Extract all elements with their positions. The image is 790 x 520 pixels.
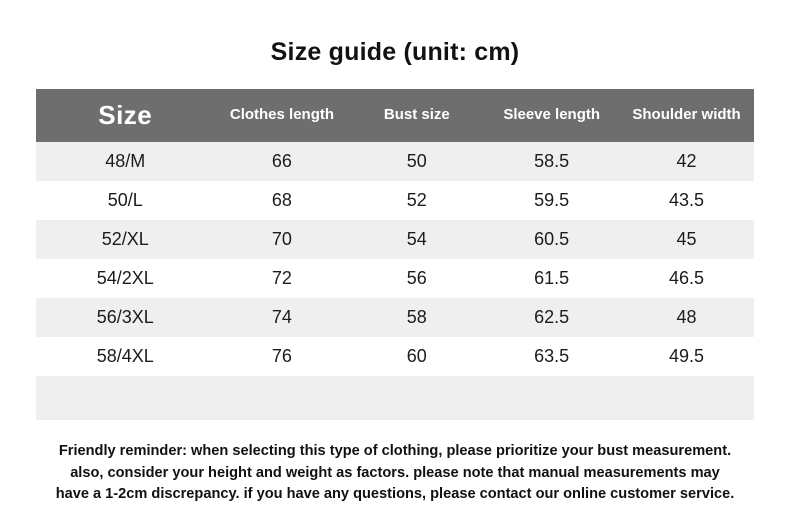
cell-shoulder-width: 45: [619, 220, 754, 259]
page-title: Size guide (unit: cm): [270, 38, 520, 66]
cell-clothes-length: 68: [215, 181, 350, 220]
cell-sleeve-length: 58.5: [484, 142, 619, 181]
cell-shoulder-width: 42: [619, 142, 754, 181]
cell-bust-size: 56: [349, 259, 484, 298]
table-row: [36, 181, 754, 220]
column-header-shoulder-width: Shoulder width: [619, 89, 754, 142]
cell-shoulder-width: 48: [619, 298, 754, 337]
table-row: [36, 298, 754, 337]
cell-clothes-length: 74: [215, 298, 350, 337]
cell-shoulder-width: 46.5: [619, 259, 754, 298]
cell-size: 48/M: [36, 142, 215, 181]
column-header-clothes-length: Clothes length: [215, 89, 350, 142]
cell-size: 50/L: [36, 181, 215, 220]
cell-bust-size: 52: [349, 181, 484, 220]
friendly-reminder-note: [0, 441, 790, 506]
cell-clothes-length: 66: [215, 142, 350, 181]
cell-bust-size: 58: [349, 298, 484, 337]
cell-bust-size: 60: [349, 337, 484, 376]
filler-cell: [619, 376, 754, 420]
cell-clothes-length: 76: [215, 337, 350, 376]
cell-clothes-length: 70: [215, 220, 350, 259]
table-row: [36, 259, 754, 298]
cell-size: 56/3XL: [36, 298, 215, 337]
table-row-filler: [36, 376, 754, 420]
filler-cell: [215, 376, 350, 420]
filler-cell: [484, 376, 619, 420]
table-row: [36, 220, 754, 259]
cell-clothes-length: 72: [215, 259, 350, 298]
table-header-row: [36, 89, 754, 142]
cell-sleeve-length: 59.5: [484, 181, 619, 220]
cell-sleeve-length: 62.5: [484, 298, 619, 337]
column-header-sleeve-length: Sleeve length: [484, 89, 619, 142]
cell-sleeve-length: 61.5: [484, 259, 619, 298]
note-line-2: also, consider your height and weight as factors. please note that manual measurements may: [70, 464, 720, 481]
table-row: [36, 337, 754, 376]
column-header-bust-size: Bust size: [349, 89, 484, 142]
table-header: [36, 89, 754, 142]
cell-size: 52/XL: [36, 220, 215, 259]
cell-bust-size: 54: [349, 220, 484, 259]
cell-size: 58/4XL: [36, 337, 215, 376]
note-line-3: have a 1-2cm discrepancy. if you have any questions, please contact our online customer service.: [55, 486, 735, 503]
cell-sleeve-length: 63.5: [484, 337, 619, 376]
cell-shoulder-width: 49.5: [619, 337, 754, 376]
table-body: [36, 142, 754, 420]
cell-bust-size: 50: [349, 142, 484, 181]
filler-cell: [349, 376, 484, 420]
filler-cell: [36, 376, 215, 420]
size-table-container: [0, 89, 790, 420]
note-line-1: Friendly reminder: when selecting this type of clothing, please prioritize your bust measurement.: [58, 443, 732, 460]
cell-size: 54/2XL: [36, 259, 215, 298]
table-row: [36, 142, 754, 181]
cell-shoulder-width: 43.5: [619, 181, 754, 220]
cell-sleeve-length: 60.5: [484, 220, 619, 259]
size-table: [36, 89, 754, 420]
column-header-size: Size: [36, 89, 215, 142]
